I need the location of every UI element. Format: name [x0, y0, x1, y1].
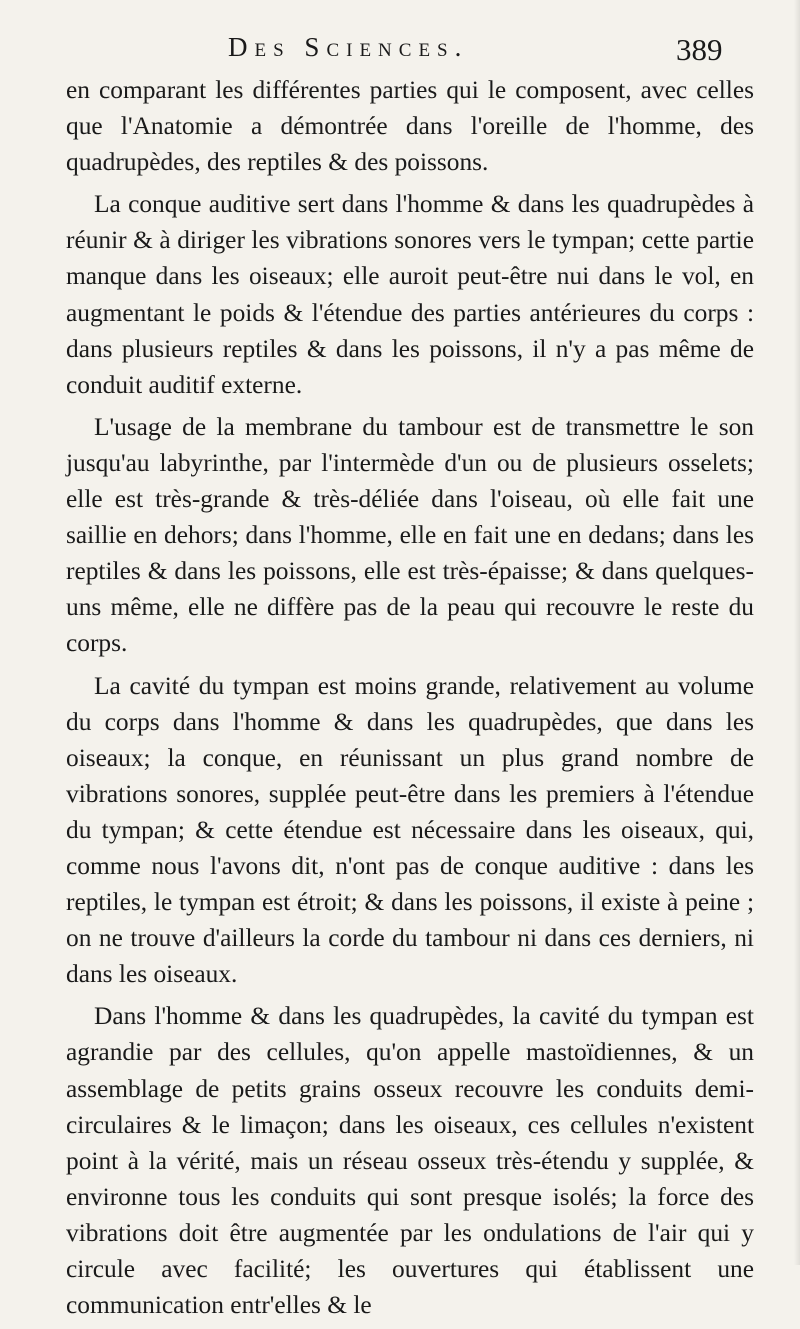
- paragraph-membrane-tambour: L'usage de la membrane du tambour est de transmettre le son jusqu'au labyrinthe, par l'intermède d'un ou de plusieurs osselets; elle est très-grande & très-déliée dans l'oiseau, où elle fait une saillie en dehors; dans l'homme, elle en fait une en dedans; dans les reptiles & dans les poissons, elle est très-épaisse; & dans quelques-uns même, elle ne diffère pas de la peau qui recouvre le reste du corps.: [66, 412, 754, 658]
- paragraph-continuation: en comparant les différentes parties qui le composent, avec celles que l'Anatomie a démontrée dans l'oreille de l'homme, des quadrupèdes, des reptiles & des poissons.: [66, 76, 754, 177]
- running-head: Des Sciences.: [228, 32, 469, 62]
- page-header: [0, 26, 800, 70]
- body-text: [66, 72, 754, 1329]
- paragraph-cavite-tympan: La cavité du tympan est moins grande, relativement au volume du corps dans l'homme & dans les quadrupèdes, que dans les oiseaux; la conque, en réunissant un plus grand nombre de vibrations sonores, supplée peut-être dans les premiers à l'étendue du tympan; & cette étendue est nécessaire dans les oiseaux, qui, comme nous l'avons dit, n'ont pas de conque auditive : dans les reptiles, le tympan est étroit; & dans les poissons, il existe à peine ; on ne trouve d'ailleurs la corde du tambour ni dans ces derniers, ni dans les oiseaux.: [66, 671, 754, 989]
- paragraph-cellules-mastoidiennes: Dans l'homme & dans les quadrupèdes, la cavité du tympan est agrandie par des cellules, qu'on appelle mastoïdiennes, & un assemblage de petits grains osseux recouvre les conduits demi-circulaires & le limaçon; dans les oiseaux, ces cellules n'existent point à la vérité, mais un réseau osseux très-étendu y supplée, & environne tous les conduits qui sont presque isolés; la force des vibrations doit être augmentée par les ondulations de l'air qui y circule avec facilité; les ouvertures qui établissent une communication entr'elles & le: [66, 1002, 754, 1320]
- paragraph-conque-auditive: La conque auditive sert dans l'homme & dans les quadrupèdes à réunir & à diriger les vibrations sonores vers le tympan; cette partie manque dans les oiseaux; elle auroit peut-être nui dans le vol, en augmentant le poids & l'étendue des parties antérieures du corps : dans plusieurs reptiles & dans les poissons, il n'y a pas même de conduit auditif externe.: [66, 190, 754, 399]
- page-edge-shadow: [794, 0, 800, 1265]
- page-number: 389: [676, 32, 723, 67]
